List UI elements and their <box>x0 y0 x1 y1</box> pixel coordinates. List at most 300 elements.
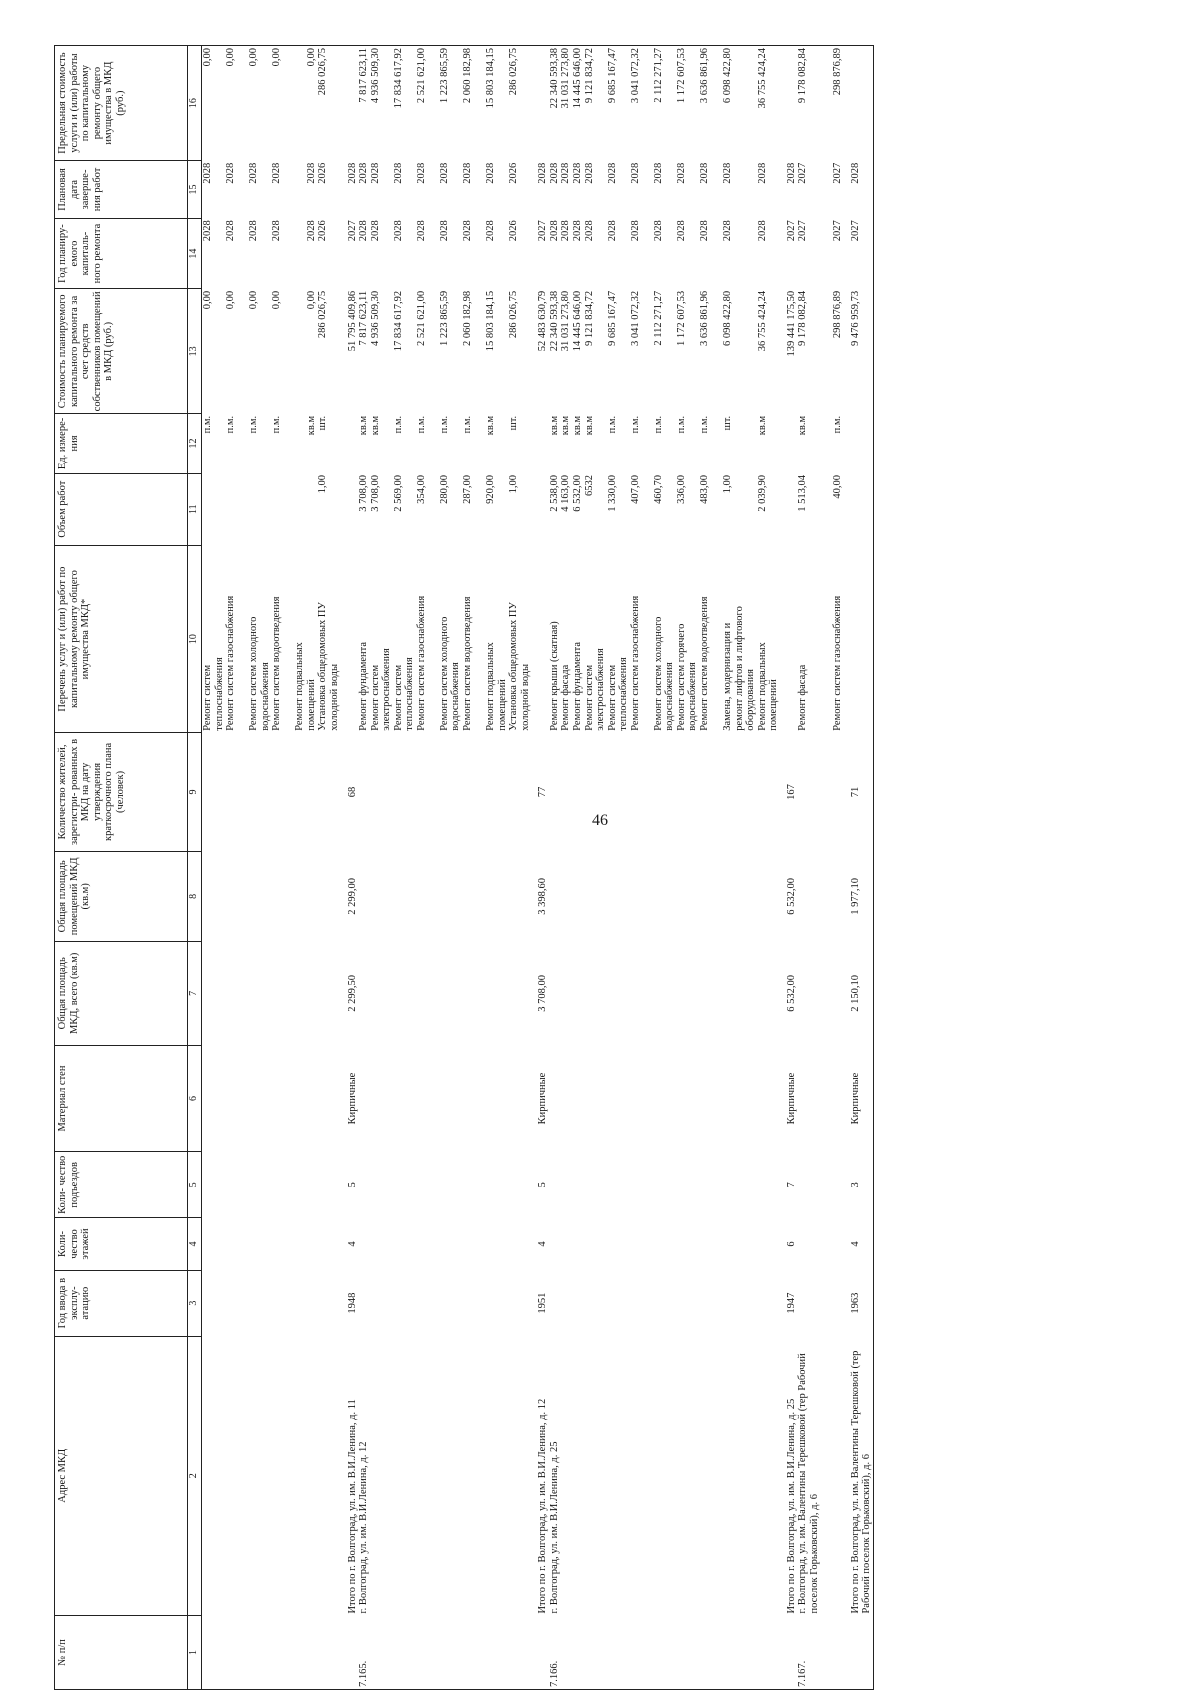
column-number-row <box>188 46 202 1690</box>
volume-value: 1,00 <box>722 475 734 494</box>
entrances-cell: 5 <box>346 1182 358 1188</box>
row-number <box>202 1616 341 1690</box>
limit-value <box>820 48 832 159</box>
unit-value: кв.м <box>358 415 370 436</box>
volume-value <box>820 475 832 543</box>
total-area-cell: 3 708,00 <box>537 974 549 1012</box>
year-value: 2028 <box>722 220 734 242</box>
volume-value: 407,00 <box>629 475 641 504</box>
limit-cost-cell <box>797 46 843 161</box>
year-value <box>450 163 462 217</box>
address-cell: г. Волгоград, ул. им. В.И.Ленина, д. 12 <box>358 1441 370 1614</box>
limit-value <box>497 48 509 159</box>
table-row <box>797 46 843 1690</box>
completion-year-cell <box>797 161 843 219</box>
work-item: теплоснабжения <box>618 657 630 731</box>
entrances-cell: 3 <box>844 1152 874 1218</box>
completion-year-cell: 2028 <box>844 161 874 219</box>
cost-value: 1 223 865,59 <box>438 290 450 347</box>
column-number: 15 <box>188 161 202 219</box>
unit-value <box>809 416 821 471</box>
limit-value: 4 936 509,30 <box>369 48 381 104</box>
repair-year-cell <box>202 218 341 289</box>
work-item: водоснабжения <box>450 662 462 731</box>
year-value: 2028 <box>369 220 381 242</box>
work-item: Замена, модернизация и <box>722 622 734 731</box>
volume-value <box>271 475 283 543</box>
unit-value: п.м. <box>225 415 237 434</box>
cost-value: 36 755 424,24 <box>756 290 768 352</box>
volume-value: 6 532,00 <box>571 475 583 512</box>
year-value: 2028 <box>606 220 618 242</box>
year-value <box>474 163 486 217</box>
unit-value <box>595 416 607 471</box>
volume-value: 4 163,00 <box>560 475 572 512</box>
address-cell <box>202 1336 341 1615</box>
column-header: Год ввода в эксплу- атацию <box>55 1270 188 1336</box>
volume-cell <box>549 473 780 545</box>
work-item: Ремонт систем газоснабжения <box>225 595 237 731</box>
column-header: Предельная стоимость услуги и (или) работы по капитальному ремонту общего имущества в МКД (руб.) <box>55 46 188 161</box>
volume-value <box>809 475 821 543</box>
cost-value <box>768 291 780 412</box>
year-value <box>520 163 532 217</box>
volume-value <box>687 475 699 543</box>
limit-value: 3 636 861,96 <box>698 48 710 104</box>
cost-value: 2 112 271,27 <box>652 290 664 346</box>
unit-value: шт. <box>722 415 734 431</box>
year-value: 2028 <box>675 162 687 184</box>
year-value: 2028 <box>756 220 768 242</box>
volume-value: 40,00 <box>831 475 843 499</box>
year-value: 2028 <box>548 162 560 184</box>
premises-area-cell: 6 532,00 <box>785 877 797 915</box>
year-value: 2028 <box>271 162 283 184</box>
total-area-cell: 2 299,50 <box>346 974 358 1012</box>
year-built-cell: 1951 <box>537 1292 549 1314</box>
year-value <box>294 163 306 217</box>
year-value <box>427 163 439 217</box>
cost-value <box>711 291 723 412</box>
year-value: 2026 <box>508 162 520 184</box>
cost-value: 3 041 072,32 <box>629 290 641 347</box>
limit-cost-cell <box>531 46 549 161</box>
cost-value: 15 803 184,15 <box>485 290 497 352</box>
unit-value: п.м. <box>248 415 260 434</box>
cost-value <box>734 291 746 412</box>
year-value <box>734 163 746 217</box>
work-item: Ремонт фундамента <box>571 641 583 731</box>
year-value: 2028 <box>438 220 450 242</box>
column-number: 5 <box>188 1152 202 1218</box>
year-value: 2027 <box>831 220 843 242</box>
floors-cell: 6 <box>785 1241 797 1247</box>
unit-value: кв.м <box>756 415 768 436</box>
year-value <box>381 220 393 287</box>
table-body <box>202 46 874 1690</box>
work-item: холодной воды <box>519 663 531 731</box>
unit-cell <box>797 414 843 473</box>
limit-value: 1 223 865,59 <box>438 48 450 104</box>
unit-value: п.м. <box>438 415 450 434</box>
unit-value <box>329 416 341 471</box>
total-area-cell <box>549 942 780 1046</box>
work-item: Ремонт подвальных <box>485 642 497 731</box>
cost-value: 22 340 593,38 <box>548 290 560 352</box>
completion-year-cell: 2028 <box>537 162 549 184</box>
column-number: 11 <box>188 473 202 545</box>
limit-value <box>618 48 630 159</box>
unit-value <box>664 416 676 471</box>
year-built-cell: 1948 <box>346 1292 358 1314</box>
limit-value <box>214 48 226 159</box>
cost-value: 2 521 621,00 <box>415 290 427 347</box>
premises-area-cell: 2 299,00 <box>346 877 358 915</box>
limit-value <box>260 48 272 159</box>
unit-value: шт. <box>508 415 520 431</box>
volume-cell <box>844 473 874 545</box>
limit-value <box>745 48 757 159</box>
year-value: 2028 <box>415 162 427 184</box>
year-value <box>595 163 607 217</box>
year-value: 2028 <box>462 162 474 184</box>
cost-value <box>520 291 532 412</box>
cost-value: 286 026,75 <box>508 290 520 339</box>
premises-area-cell: 1 977,10 <box>844 851 874 941</box>
limit-value: 36 755 424,24 <box>756 48 768 109</box>
column-number: 14 <box>188 218 202 289</box>
unit-value: кв.м <box>571 415 583 436</box>
unit-cell <box>341 414 359 473</box>
unit-value <box>237 416 249 471</box>
unit-value <box>474 416 486 471</box>
column-header: Коли- чество подъездов <box>55 1152 188 1218</box>
cost-value <box>381 291 393 412</box>
limit-value <box>450 48 462 159</box>
limit-value: 0,00 <box>305 48 317 67</box>
premises-area-cell <box>797 851 843 941</box>
limit-value: 0,00 <box>202 48 213 67</box>
residents-cell <box>358 733 531 851</box>
page-number: 46 <box>592 812 608 829</box>
column-number: 7 <box>188 942 202 1046</box>
year-value: 2028 <box>225 220 237 242</box>
volume-value <box>427 475 439 543</box>
column-number: 16 <box>188 46 202 161</box>
repair-year-cell: 2027 <box>537 220 549 242</box>
work-item <box>809 547 821 730</box>
cost-value <box>329 291 341 412</box>
works-cell <box>341 545 359 732</box>
year-built-cell <box>797 1270 843 1336</box>
year-value <box>427 220 439 287</box>
year-value: 2028 <box>415 220 427 242</box>
year-value <box>520 220 532 287</box>
work-item: Ремонт систем холодного <box>652 616 664 731</box>
unit-value <box>283 416 295 471</box>
cost-value: 9 121 834,72 <box>583 290 595 347</box>
unit-value: кв.м <box>548 415 560 436</box>
volume-value <box>768 475 780 543</box>
repair-year-cell: 2027 <box>346 220 358 242</box>
cost-value: 298 876,89 <box>831 290 843 339</box>
work-item: водоснабжения <box>664 662 676 731</box>
limit-value: 286 026,75 <box>317 48 329 96</box>
work-item: Ремонт систем <box>202 664 213 731</box>
work-item: Ремонт фундамента <box>358 641 370 731</box>
column-header: Год планиру- емого капиталь- ного ремонта <box>55 218 188 289</box>
year-value: 2028 <box>202 162 213 184</box>
work-item: Ремонт подвальных <box>294 642 306 731</box>
work-item: Ремонт систем горячего <box>675 623 687 731</box>
unit-value: п.м. <box>698 415 710 434</box>
total-area-cell <box>797 942 843 1046</box>
residents-cell: 167 <box>785 784 797 800</box>
year-value <box>214 220 226 287</box>
wall-material-cell <box>358 1045 531 1152</box>
year-value <box>820 220 832 287</box>
column-header: Материал стен <box>55 1045 188 1152</box>
year-value: 2028 <box>392 220 404 242</box>
work-item: холодной воды <box>329 663 341 731</box>
unit-value <box>427 416 439 471</box>
address-cell: г. Волгоград, ул. им. Валентины Терешковой (тер Рабочий поселок Горьковский), д. 6 <box>797 1353 820 1614</box>
year-value <box>329 220 341 287</box>
completion-year-cell <box>358 161 531 219</box>
year-value <box>214 163 226 217</box>
year-value <box>497 220 509 287</box>
total-row <box>341 46 359 1690</box>
year-value: 2028 <box>305 220 317 242</box>
limit-value <box>381 48 393 159</box>
year-value: 2026 <box>508 220 520 242</box>
work-item: электроснабжения <box>595 648 607 731</box>
work-item: оборудования <box>745 669 757 731</box>
floors-cell <box>797 1218 843 1271</box>
work-item: помещений <box>768 679 780 731</box>
column-header: Адрес МКД <box>55 1336 188 1615</box>
unit-value: п.м. <box>462 415 474 434</box>
unit-value <box>497 416 509 471</box>
year-value <box>745 220 757 287</box>
work-item: Ремонт систем холодного <box>438 616 450 731</box>
limit-value <box>294 48 306 159</box>
volume-value: 2 569,00 <box>392 475 404 512</box>
premises-area-cell: 3 398,60 <box>537 877 549 915</box>
total-area-cell: 6 532,00 <box>785 974 797 1012</box>
floors-cell: 4 <box>844 1218 874 1271</box>
cost-value: 7 817 623,11 <box>358 290 370 346</box>
total-cost-cell: 139 441 175,50 <box>785 290 797 357</box>
premises-area-cell <box>358 851 531 941</box>
work-item: Ремонт систем холодного <box>248 616 260 731</box>
work-item <box>474 547 486 730</box>
cost-value <box>745 291 757 412</box>
column-header: Общая площадь МКД, всего (кв.м) <box>55 942 188 1046</box>
volume-value: 460,70 <box>652 475 664 504</box>
volume-value <box>225 475 237 543</box>
volume-value: 1 513,04 <box>797 475 809 512</box>
residents-cell: 71 <box>844 733 874 851</box>
year-value <box>809 163 821 217</box>
unit-value <box>214 416 226 471</box>
limit-value: 22 340 593,38 <box>548 48 560 109</box>
work-item: Установка общедомовых ПУ <box>508 602 520 731</box>
cost-cell <box>549 289 780 414</box>
year-value: 2028 <box>583 162 595 184</box>
year-value: 2028 <box>548 220 560 242</box>
year-value <box>734 220 746 287</box>
total-cost-cell: 52 483 630,79 <box>537 290 549 352</box>
row-number <box>780 1616 798 1690</box>
limit-value: 2 112 271,27 <box>652 48 664 103</box>
unit-value: кв.м <box>583 415 595 436</box>
completion-year-cell <box>202 161 341 219</box>
residents-cell <box>202 733 341 851</box>
work-item: Ремонт фасада <box>560 664 572 731</box>
works-cell <box>531 545 549 732</box>
repair-year-cell <box>358 218 531 289</box>
volume-value <box>745 475 757 543</box>
total-area-cell: 2 150,10 <box>844 942 874 1046</box>
work-item: теплоснабжения <box>213 657 225 731</box>
unit-value <box>404 416 416 471</box>
cost-value <box>474 291 486 412</box>
year-value <box>260 220 272 287</box>
works-cell <box>797 545 843 732</box>
limit-value: 0,00 <box>248 48 260 67</box>
unit-cell <box>844 414 874 473</box>
year-value <box>450 220 462 287</box>
work-item: Ремонт систем <box>606 664 618 731</box>
rotated-table-area <box>54 45 1200 1690</box>
year-value <box>768 163 780 217</box>
row-number: 7.165. <box>358 1616 531 1690</box>
year-value <box>687 163 699 217</box>
year-value <box>641 220 653 287</box>
unit-value <box>641 416 653 471</box>
work-item: теплоснабжения <box>404 657 416 731</box>
year-value: 2027 <box>797 220 809 242</box>
cost-value: 6 098 422,80 <box>722 290 734 347</box>
year-built-cell: 1947 <box>785 1292 797 1314</box>
total-cost-cell: 9 476 959,73 <box>844 289 874 414</box>
year-built-cell <box>358 1270 531 1336</box>
volume-value <box>497 475 509 543</box>
total-row <box>844 46 874 1690</box>
unit-value <box>734 416 746 471</box>
wall-material-cell: Кирпичные <box>537 1072 549 1125</box>
unit-value: п.м. <box>415 415 427 434</box>
year-value: 2028 <box>248 162 260 184</box>
unit-value: п.м. <box>629 415 641 434</box>
year-value: 2028 <box>358 162 370 184</box>
volume-value: 920,00 <box>485 475 497 504</box>
work-item: водоснабжения <box>259 662 271 731</box>
row-number <box>844 1616 874 1690</box>
floors-cell: 4 <box>537 1241 549 1247</box>
year-value: 2028 <box>652 162 664 184</box>
total-row <box>531 46 549 1690</box>
year-value <box>381 163 393 217</box>
volume-value <box>329 475 341 543</box>
volume-value <box>237 475 249 543</box>
year-value: 2028 <box>369 162 381 184</box>
limit-value <box>595 48 607 159</box>
limit-value: 31 031 273,80 <box>560 48 572 109</box>
cost-value <box>497 291 509 412</box>
year-built-cell: 1963 <box>844 1270 874 1336</box>
unit-value: п.м. <box>271 415 283 434</box>
year-value <box>618 163 630 217</box>
work-item <box>237 547 249 730</box>
column-number: 8 <box>188 851 202 941</box>
year-value <box>809 220 821 287</box>
volume-value: 3 708,00 <box>369 475 381 512</box>
limit-value: 298 876,89 <box>831 48 843 96</box>
work-item: Ремонт подвальных <box>756 642 768 731</box>
year-value: 2028 <box>225 162 237 184</box>
volume-value: 280,00 <box>438 475 450 504</box>
completion-year-cell: 2028 <box>346 162 358 184</box>
cost-value: 3 636 861,96 <box>698 290 710 347</box>
volume-value <box>381 475 393 543</box>
wall-material-cell <box>797 1045 843 1152</box>
residents-cell: 68 <box>346 786 358 798</box>
year-value: 2026 <box>317 220 329 242</box>
volume-value <box>618 475 630 543</box>
unit-value: п.м. <box>675 415 687 434</box>
works-cell <box>549 545 780 732</box>
volume-value <box>641 475 653 543</box>
year-value <box>711 163 723 217</box>
year-value <box>664 163 676 217</box>
unit-value <box>745 416 757 471</box>
column-number: 13 <box>188 289 202 414</box>
cost-value: 0,00 <box>271 290 283 310</box>
cost-value <box>427 291 439 412</box>
limit-value <box>237 48 249 159</box>
cost-value <box>664 291 676 412</box>
limit-cost-cell <box>844 46 874 161</box>
limit-value <box>809 48 821 159</box>
cost-value: 31 031 273,80 <box>560 290 572 352</box>
column-header: Объем работ <box>55 473 188 545</box>
work-item: Ремонт систем <box>583 664 595 731</box>
volume-value: 3 708,00 <box>358 475 370 512</box>
year-value: 2027 <box>797 162 809 184</box>
year-value <box>404 220 416 287</box>
cost-value: 286 026,75 <box>317 290 329 339</box>
year-value: 2028 <box>305 162 317 184</box>
limit-value: 2 060 182,98 <box>462 48 474 104</box>
cost-value <box>237 291 249 412</box>
limit-value <box>427 48 439 159</box>
volume-value: 2 538,00 <box>548 475 560 512</box>
limit-cost-cell <box>780 46 798 161</box>
cost-value: 9 178 082,84 <box>797 290 809 347</box>
limit-value <box>641 48 653 159</box>
volume-value <box>734 475 746 543</box>
table-row <box>358 46 531 1690</box>
work-item: Ремонт систем газоснабжения <box>831 595 843 731</box>
wall-material-cell <box>202 1045 341 1152</box>
year-value: 2028 <box>629 220 641 242</box>
unit-cell <box>549 414 780 473</box>
volume-cell <box>780 473 798 545</box>
limit-cost-cell <box>341 46 359 161</box>
volume-value: 2 039,90 <box>756 475 768 512</box>
